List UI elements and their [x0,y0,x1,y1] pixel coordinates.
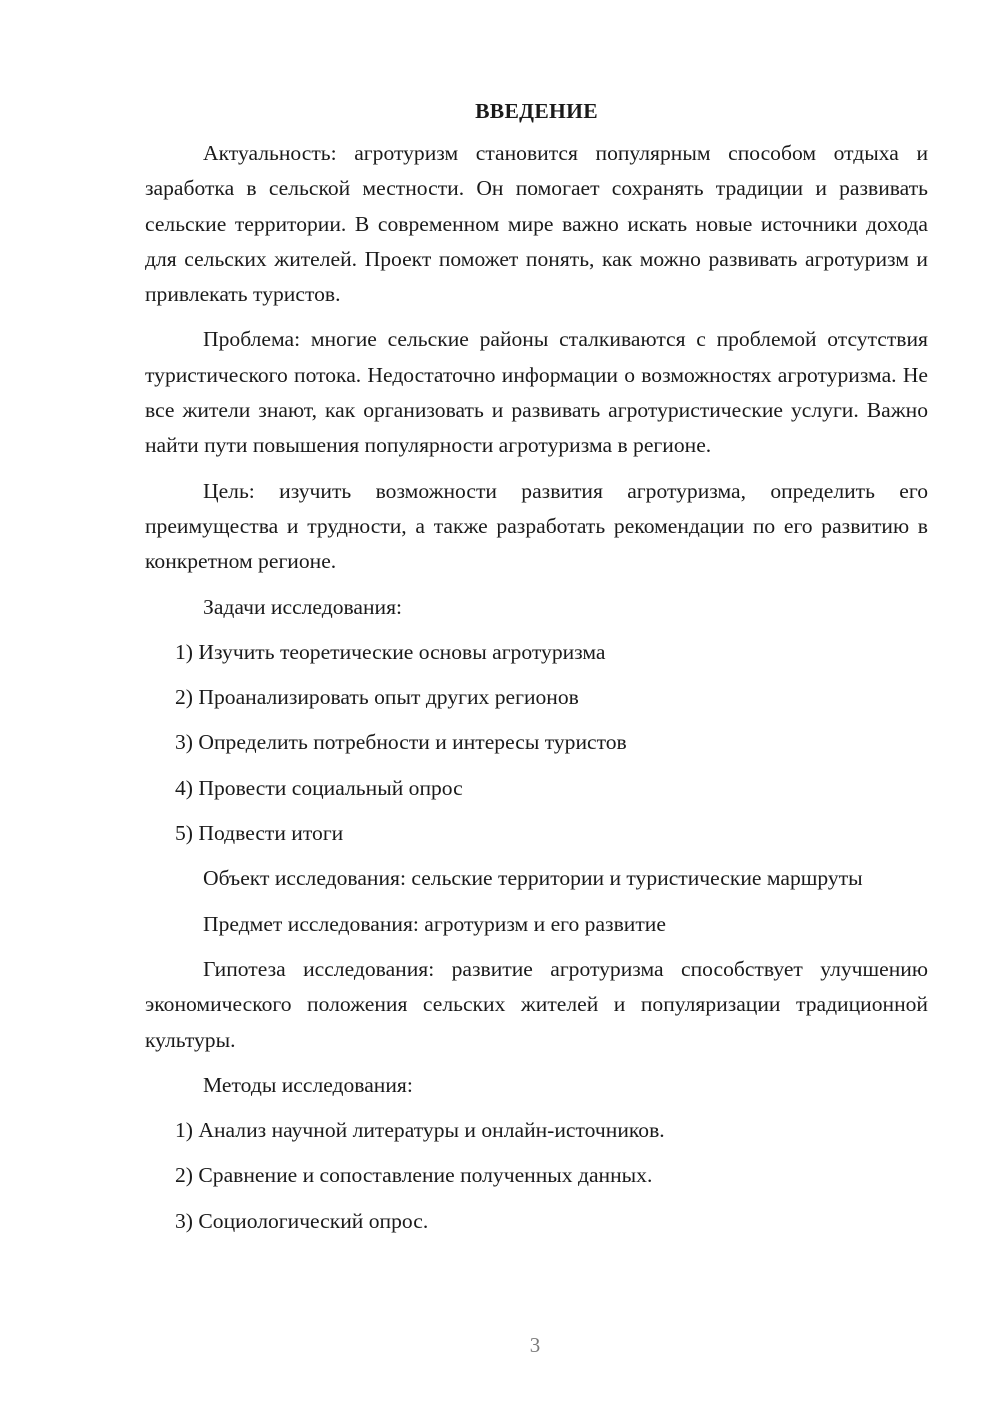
list-item: 2) Проанализировать опыт других регионов [175,685,579,710]
subject-paragraph: Предмет исследования: агротуризм и его развитие [203,911,666,936]
problem-paragraph: Проблема: многие сельские районы сталкиваются с проблемой отсутствия туристического потока. Недостаточно информации о возможностях агротуризма. Не все жители знают, как организовать и развивать агротуристические услуги. Важно найти пути повышения популярности агротуризма в регионе. [145,327,928,458]
list-item: 1) Изучить теоретические основы агротуризма [175,639,606,664]
methods-heading: Методы исследования: [203,1072,413,1097]
list-item: 2) Сравнение и сопоставление полученных данных. [175,1163,653,1188]
object-paragraph: Объект исследования: сельские территории и туристические маршруты [203,866,863,891]
tasks-heading: Задачи исследования: [203,594,403,619]
relevance-paragraph: Актуальность: агротуризм становится популярным способом отдыха и заработка в сельской местности. Он помогает сохранять традиции и развивать сельские территории. В современном мире важно искать новые источники дохода для сельских жителей. Проект поможет понять, как можно развивать агротуризм и привлекать туристов. [145,141,928,307]
methods-list [145,1113,928,1239]
list-item: 4) Провести социальный опрос [175,775,463,800]
tasks-list [145,635,928,851]
list-item: 3) Социологический опрос. [175,1208,429,1233]
hypothesis-paragraph: Гипотеза исследования: развитие агротуризма способствует улучшению экономического положения сельских жителей и популяризации традиционной культуры. [145,956,928,1052]
list-item: 3) Определить потребности и интересы туристов [175,730,627,755]
page-number: 3 [529,1333,541,1357]
document-body [145,96,928,1249]
goal-paragraph: Цель: изучить возможности развития агротуризма, определить его преимущества и трудности, а также разработать рекомендации по его развитию в конкретном регионе. [145,478,928,574]
section-title: ВВЕДЕНИЕ [475,99,598,123]
list-item: 5) Подвести итоги [175,821,344,846]
list-item: 1) Анализ научной литературы и онлайн-источников. [175,1118,665,1143]
